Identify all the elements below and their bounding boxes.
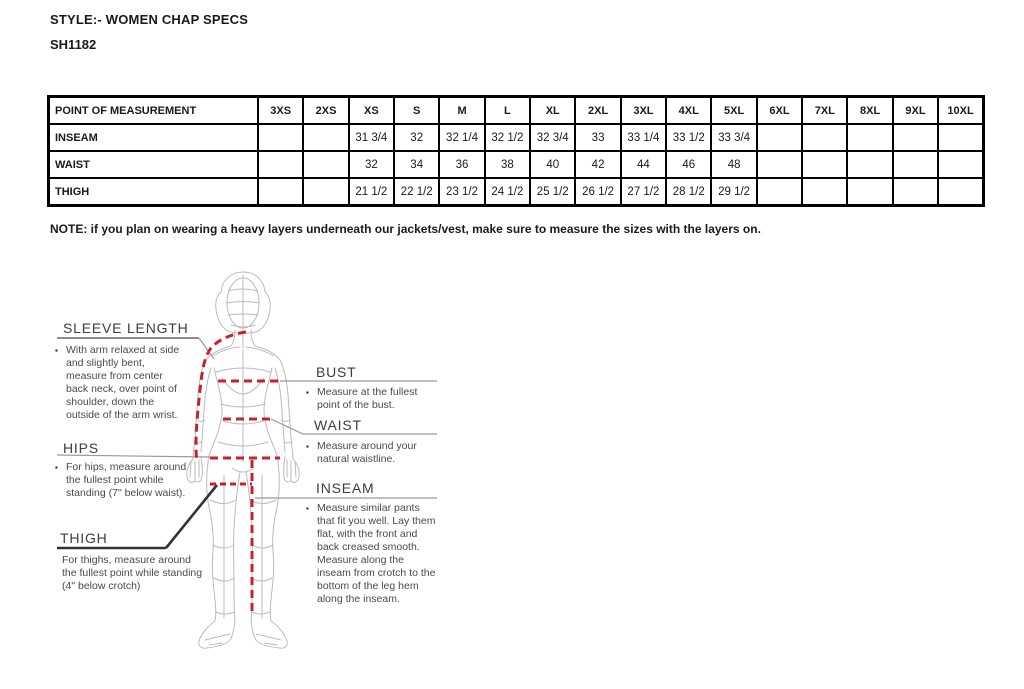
size-value-cell — [893, 151, 938, 178]
bullet-icon: ▪ — [306, 388, 309, 397]
size-value-cell — [847, 124, 892, 151]
size-value-cell: 46 — [666, 151, 711, 178]
bullet-icon: ▪ — [55, 463, 58, 472]
size-value-cell: 21 1/2 — [349, 178, 394, 206]
section-title-inseam: INSEAM — [316, 480, 375, 496]
section-title-bust: BUST — [316, 364, 357, 380]
size-column-header: 3XS — [258, 97, 303, 125]
size-value-cell — [893, 178, 938, 206]
bullet-icon: ▪ — [306, 442, 309, 451]
size-value-cell: 28 1/2 — [666, 178, 711, 206]
table-row — [49, 124, 984, 151]
size-value-cell — [757, 124, 802, 151]
size-column-header: 7XL — [802, 97, 847, 125]
size-value-cell — [893, 124, 938, 151]
size-value-cell — [802, 178, 847, 206]
size-value-cell: 33 3/4 — [711, 124, 756, 151]
section-title-thigh: THIGH — [60, 530, 108, 546]
size-column-header: 3XL — [621, 97, 666, 125]
size-value-cell: 24 1/2 — [485, 178, 530, 206]
size-value-cell: 22 1/2 — [394, 178, 439, 206]
size-value-cell: 42 — [575, 151, 620, 178]
size-value-cell — [258, 151, 303, 178]
size-value-cell — [303, 124, 348, 151]
size-value-cell: 26 1/2 — [575, 178, 620, 206]
size-value-cell — [802, 151, 847, 178]
size-value-cell: 33 1/2 — [666, 124, 711, 151]
table-row — [49, 151, 984, 178]
size-value-cell: 29 1/2 — [711, 178, 756, 206]
section-desc-waist: ▪ Measure around your natural waistline. — [306, 440, 417, 466]
size-column-header: 10XL — [938, 97, 983, 125]
size-value-cell — [938, 178, 983, 206]
size-value-cell: 31 3/4 — [349, 124, 394, 151]
size-column-header: 9XL — [893, 97, 938, 125]
section-desc-bust: ▪ Measure at the fullest point of the bust. — [306, 386, 418, 412]
size-column-header: 2XS — [303, 97, 348, 125]
size-column-header: 6XL — [757, 97, 802, 125]
size-value-cell — [258, 178, 303, 206]
size-value-cell — [303, 178, 348, 206]
size-column-header: XS — [349, 97, 394, 125]
size-column-header: XL — [530, 97, 575, 125]
size-value-cell — [757, 151, 802, 178]
size-value-cell: 48 — [711, 151, 756, 178]
size-value-cell — [802, 124, 847, 151]
measurement-lines — [196, 332, 280, 612]
size-value-cell — [847, 151, 892, 178]
size-value-cell — [847, 178, 892, 206]
sleeve-measure-line — [196, 332, 246, 460]
point-of-measurement-header: POINT OF MEASUREMENT — [49, 97, 259, 125]
size-chart-table — [47, 95, 985, 207]
row-label: THIGH — [49, 178, 259, 206]
size-column-header: 8XL — [847, 97, 892, 125]
size-value-cell: 32 1/2 — [485, 124, 530, 151]
size-value-cell: 32 — [394, 124, 439, 151]
section-desc-hips: ▪ For hips, measure around the fullest point while standing (7" below waist). — [55, 461, 187, 500]
size-column-header: 2XL — [575, 97, 620, 125]
size-value-cell: 33 1/4 — [621, 124, 666, 151]
row-label: INSEAM — [49, 124, 259, 151]
size-value-cell — [938, 151, 983, 178]
section-desc-sleeve-length: ▪ With arm relaxed at side and slightly bent, measure from center back neck, over point of shoulder, down the outside of the arm wrist. — [55, 344, 180, 422]
style-code: SH1182 — [50, 37, 97, 52]
size-value-cell — [303, 151, 348, 178]
size-column-header: 4XL — [666, 97, 711, 125]
section-desc-thigh: For thighs, measure around the fullest point while standing (4" below crotch) — [62, 554, 203, 593]
size-value-cell: 27 1/2 — [621, 178, 666, 206]
size-column-header: M — [439, 97, 484, 125]
table-row — [49, 178, 984, 206]
size-value-cell: 32 — [349, 151, 394, 178]
size-value-cell: 36 — [439, 151, 484, 178]
section-title-waist: WAIST — [314, 417, 362, 433]
section-desc-inseam: ▪ Measure similar pants that fit you well. Lay them flat, with the front and back creased smooth. Measure along the inseam from crotch to the bottom of the leg hem along the inseam. — [306, 502, 436, 606]
size-value-cell: 38 — [485, 151, 530, 178]
size-value-cell — [938, 124, 983, 151]
size-value-cell: 33 — [575, 124, 620, 151]
bullet-icon: ▪ — [306, 504, 309, 513]
size-value-cell: 40 — [530, 151, 575, 178]
section-title-hips: HIPS — [63, 440, 99, 456]
size-column-header: 5XL — [711, 97, 756, 125]
size-column-header: S — [394, 97, 439, 125]
size-value-cell — [258, 124, 303, 151]
size-value-cell — [757, 178, 802, 206]
bullet-icon: ▪ — [55, 346, 58, 355]
size-value-cell: 34 — [394, 151, 439, 178]
size-column-header: L — [485, 97, 530, 125]
size-value-cell: 44 — [621, 151, 666, 178]
note-text: NOTE: if you plan on wearing a heavy layers underneath our jackets/vest, make sure to measure the sizes with the layers on. — [50, 222, 761, 236]
size-value-cell: 25 1/2 — [530, 178, 575, 206]
size-value-cell: 32 3/4 — [530, 124, 575, 151]
doc-title: STYLE:- WOMEN CHAP SPECS — [50, 12, 249, 27]
row-label: WAIST — [49, 151, 259, 178]
size-value-cell: 23 1/2 — [439, 178, 484, 206]
section-title-sleeve-length: SLEEVE LENGTH — [63, 320, 189, 336]
size-value-cell: 32 1/4 — [439, 124, 484, 151]
